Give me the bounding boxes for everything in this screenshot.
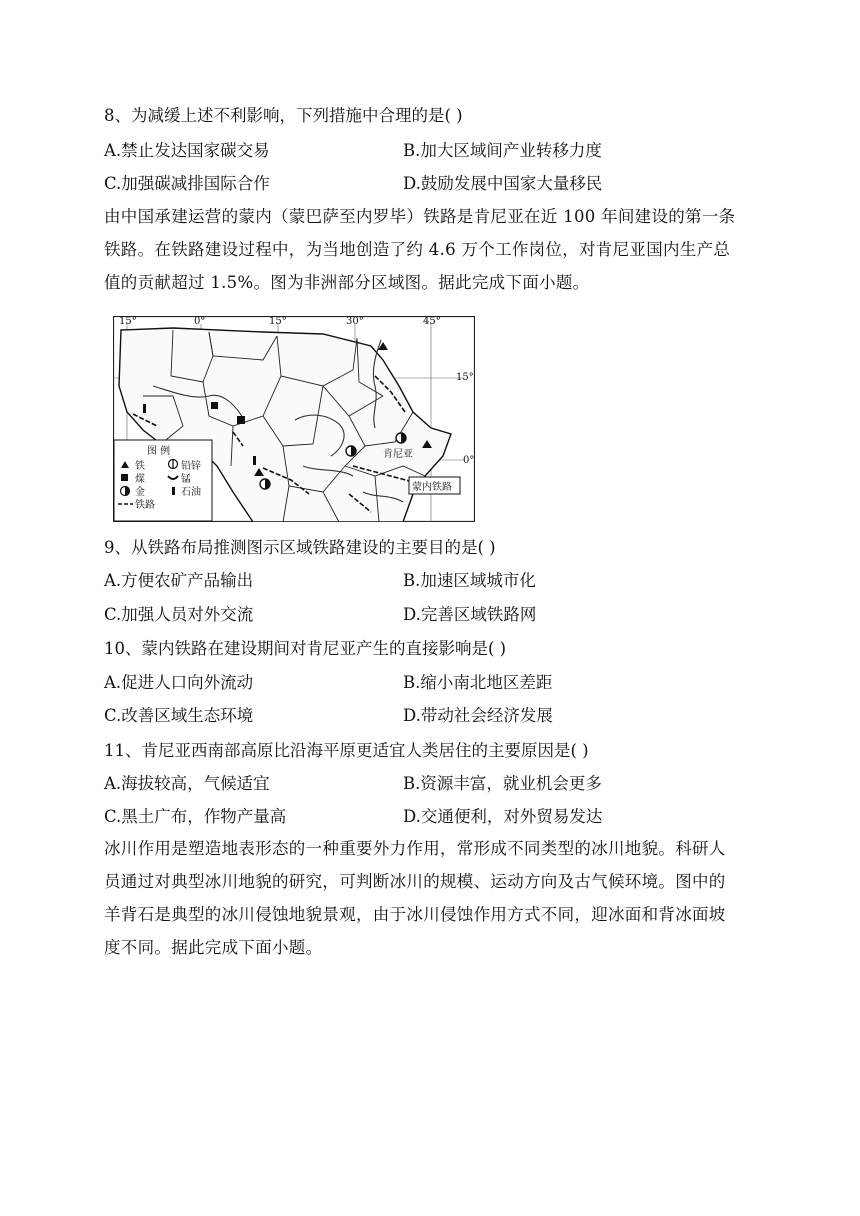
passage-line: 度不同。据此完成下面小题。: [104, 938, 323, 957]
lat-label: 0°: [463, 455, 475, 466]
q9-option-a: A.方便农矿产品输出: [104, 571, 254, 590]
passage-railway: [104, 200, 764, 299]
q10-option-d: D.带动社会经济发展: [403, 706, 553, 725]
lon-label: 0°: [194, 316, 206, 327]
oil-symbol: [253, 456, 256, 465]
q11-option-c: C.黑土广布，作物产量高: [104, 807, 287, 826]
q10-option-b: B.缩小南北地区差距: [403, 673, 553, 692]
q11-stem: 11、肯尼亚西南部高原比沿海平原更适宜人类居住的主要原因是( ): [104, 741, 589, 760]
q9-stem: 9、从铁路布局推测图示区域铁路建设的主要目的是( ): [104, 538, 496, 557]
mombasa-nairobi-railway-label: 蒙内铁路: [412, 482, 452, 493]
q9-option-d: D.完善区域铁路网: [403, 605, 537, 624]
legend-gold-label: 金: [135, 487, 145, 498]
q9-option-c: C.加强人员对外交流: [104, 605, 254, 624]
passage-line: 值的贡献超过 1.5%。图为非洲部分区域图。据此完成下面小题。: [104, 273, 590, 292]
q8-option-d: D.鼓励发展中国家大量移民: [403, 174, 603, 193]
lon-label: 45°: [423, 316, 441, 327]
lon-label: 30°: [346, 316, 364, 327]
oil-symbol: [143, 404, 146, 413]
legend-lead-zinc-label: 铅锌: [181, 461, 201, 472]
passage-line: 铁路。在铁路建设过程中，为当地创造了约 4.6 万个工作岗位，对肯尼亚国内生产总: [104, 240, 731, 259]
legend-title: 图 例: [147, 446, 171, 457]
q8-option-a: A.禁止发达国家碳交易: [104, 141, 270, 160]
q11-option-d: D.交通便利，对外贸易发达: [403, 807, 603, 826]
legend-coal-label: 煤: [135, 474, 145, 485]
legend-oil-label: 石油: [181, 487, 201, 498]
africa-region-map: [113, 316, 475, 522]
lon-label: 15°: [269, 316, 287, 327]
map-legend: [114, 440, 212, 521]
coal-symbol: [211, 402, 218, 409]
q11-option-b: B.资源丰富，就业机会更多: [403, 774, 602, 793]
coal-symbol: [237, 416, 245, 424]
legend-coal-icon: [121, 474, 128, 481]
q8-stem: 8、为减缓上述不利影响，下列措施中合理的是( ): [104, 106, 463, 125]
passage-line: 羊背石是典型的冰川侵蚀地貌景观，由于冰川侵蚀作用方式不同，迎冰面和背冰面坡: [104, 905, 726, 924]
passage-line: 由中国承建运营的蒙内（蒙巴萨至内罗毕）铁路是肯尼亚在近 100 年间建设的第一条: [104, 207, 736, 226]
legend-oil-icon: [172, 487, 175, 495]
q10-option-a: A.促进人口向外流动: [104, 673, 254, 692]
lat-label: 15°: [456, 372, 474, 383]
q10-stem: 10、蒙内铁路在建设期间对肯尼亚产生的直接影响是( ): [104, 639, 507, 658]
legend-iron-label: 铁: [135, 461, 145, 472]
passage-glacier: [104, 832, 764, 964]
q11-option-a: A.海拔较高，气候适宜: [104, 774, 270, 793]
q8-option-b: B.加大区域间产业转移力度: [403, 141, 602, 160]
legend-railway-label: 铁路: [135, 500, 155, 511]
lon-label: 15°: [119, 316, 137, 327]
passage-line: 员通过对典型冰川地貌的研究，可判断冰川的规模、运动方向及古气候环境。图中的: [104, 872, 726, 891]
q10-option-c: C.改善区域生态环境: [104, 706, 254, 725]
passage-line: 冰川作用是塑造地表形态的一种重要外力作用，常形成不同类型的冰川地貌。科研人: [104, 839, 726, 858]
legend-manganese-label: 锰: [181, 474, 191, 485]
q8-option-c: C.加强碳减排国际合作: [104, 174, 270, 193]
kenya-label: 肯尼亚: [383, 449, 413, 460]
q9-option-b: B.加速区域城市化: [403, 571, 536, 590]
